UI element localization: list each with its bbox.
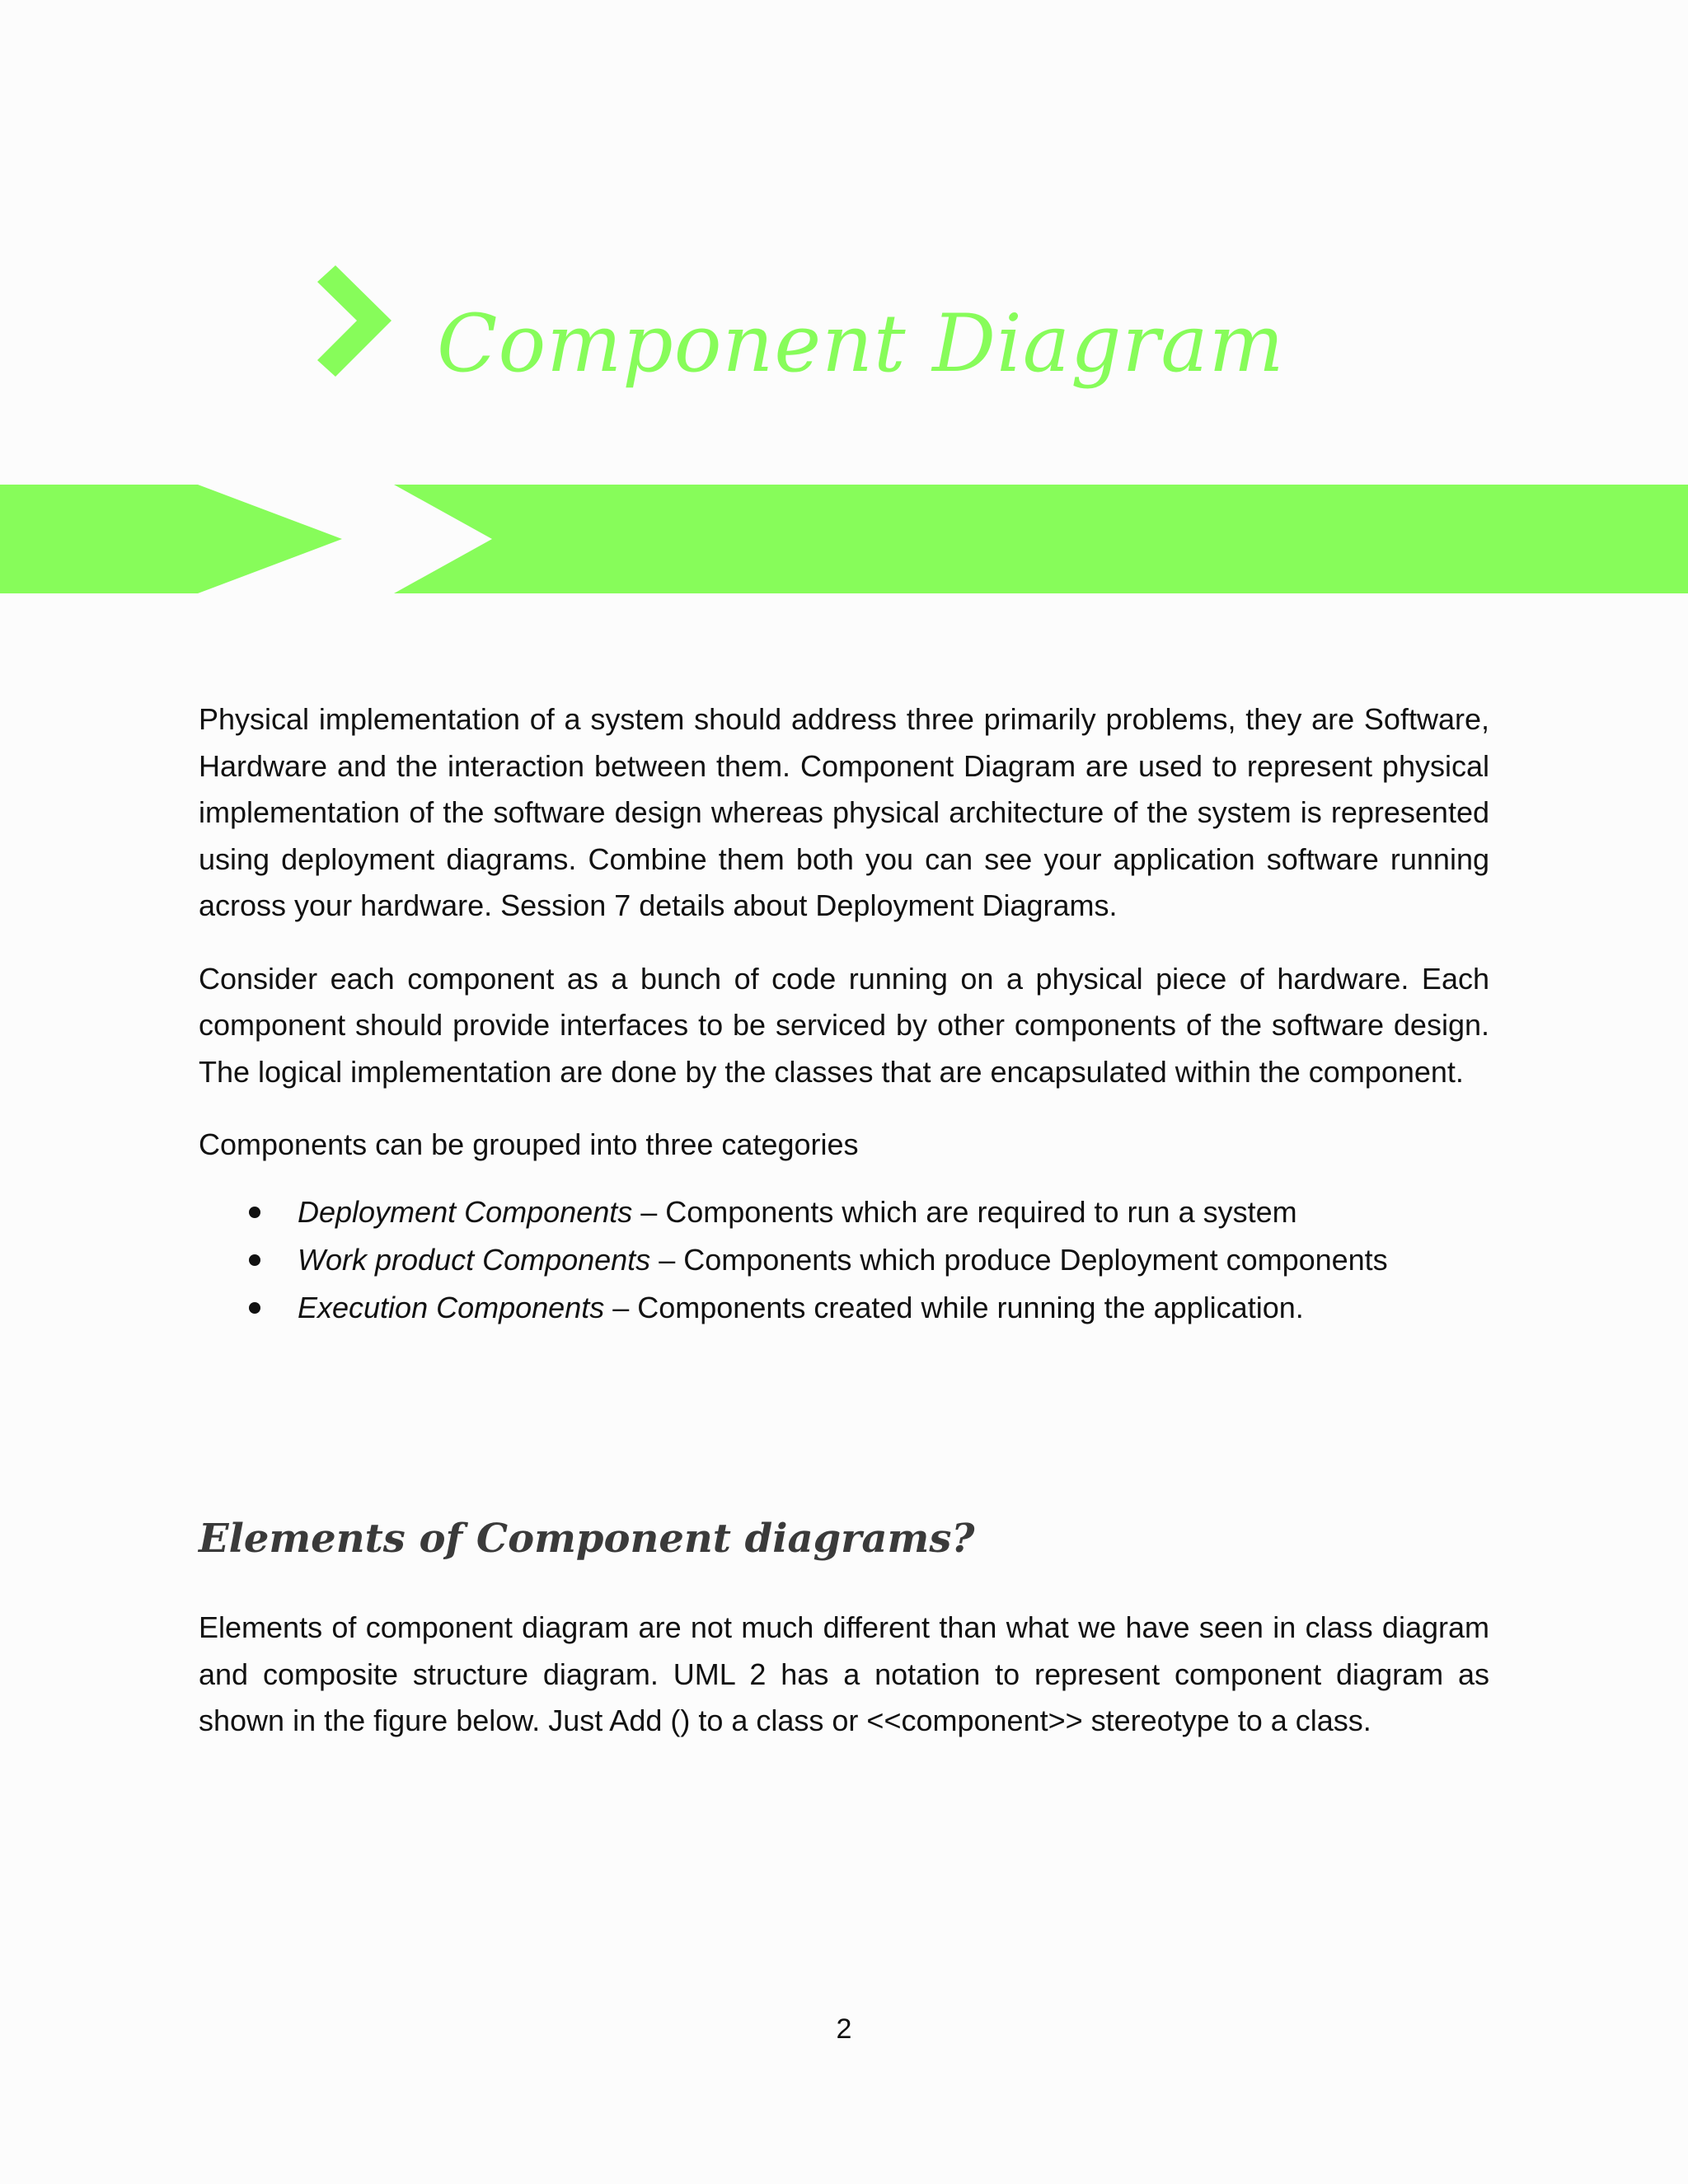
section-heading: Elements of Component diagrams?	[199, 1516, 975, 1562]
component-paragraph: Consider each component as a bunch of code running on a physical piece of hardware. Each component should provide interfaces to be serviced by other components of the software design. The logical implementation are done by the classes that are encapsulated within the component.	[199, 961, 1489, 1089]
chevron-right-icon	[317, 265, 392, 377]
intro-paragraph: Physical implementation of a system should address three primarily problems, they are Software, Hardware and the interaction between them. Component Diagram are used to represent physical implementation of the software design whereas physical architecture of the system is represented using deployment diagrams. Combine them both you can see your application software running across your hardware. Session 7 details about Deployment Diagrams.	[199, 702, 1489, 922]
page-title: Component Diagram	[437, 298, 1285, 390]
bullet-icon	[249, 1302, 260, 1314]
list-item	[199, 1188, 1489, 1236]
category-description: – Components which produce Deployment components	[650, 1242, 1388, 1277]
category-term: Work product Components	[298, 1242, 651, 1277]
categories-list	[199, 1188, 1489, 1332]
bullet-icon	[249, 1254, 260, 1266]
list-item	[199, 1284, 1489, 1332]
list-item	[199, 1236, 1489, 1284]
categories-intro: Components can be grouped into three categories	[199, 1127, 859, 1161]
banner-main-band	[394, 485, 1688, 593]
elements-paragraph: Elements of component diagram are not much different than what we have seen in class diagram and composite structure diagram. UML 2 has a notation to represent component diagram as shown in the figure below. Just Add () to a class or <<component>> stereotype to a class.	[199, 1610, 1489, 1737]
category-description: – Components created while running the application.	[604, 1290, 1304, 1324]
banner-left-block	[0, 485, 342, 593]
category-term: Execution Components	[298, 1290, 605, 1324]
section-body	[199, 1605, 1489, 1771]
page-number: 2	[836, 2013, 852, 2045]
arrow-banner	[0, 485, 1688, 593]
bullet-icon	[249, 1207, 260, 1218]
category-description: – Components which are required to run a system	[632, 1194, 1297, 1229]
body-text	[199, 696, 1489, 1332]
category-term: Deployment Components	[298, 1194, 633, 1229]
